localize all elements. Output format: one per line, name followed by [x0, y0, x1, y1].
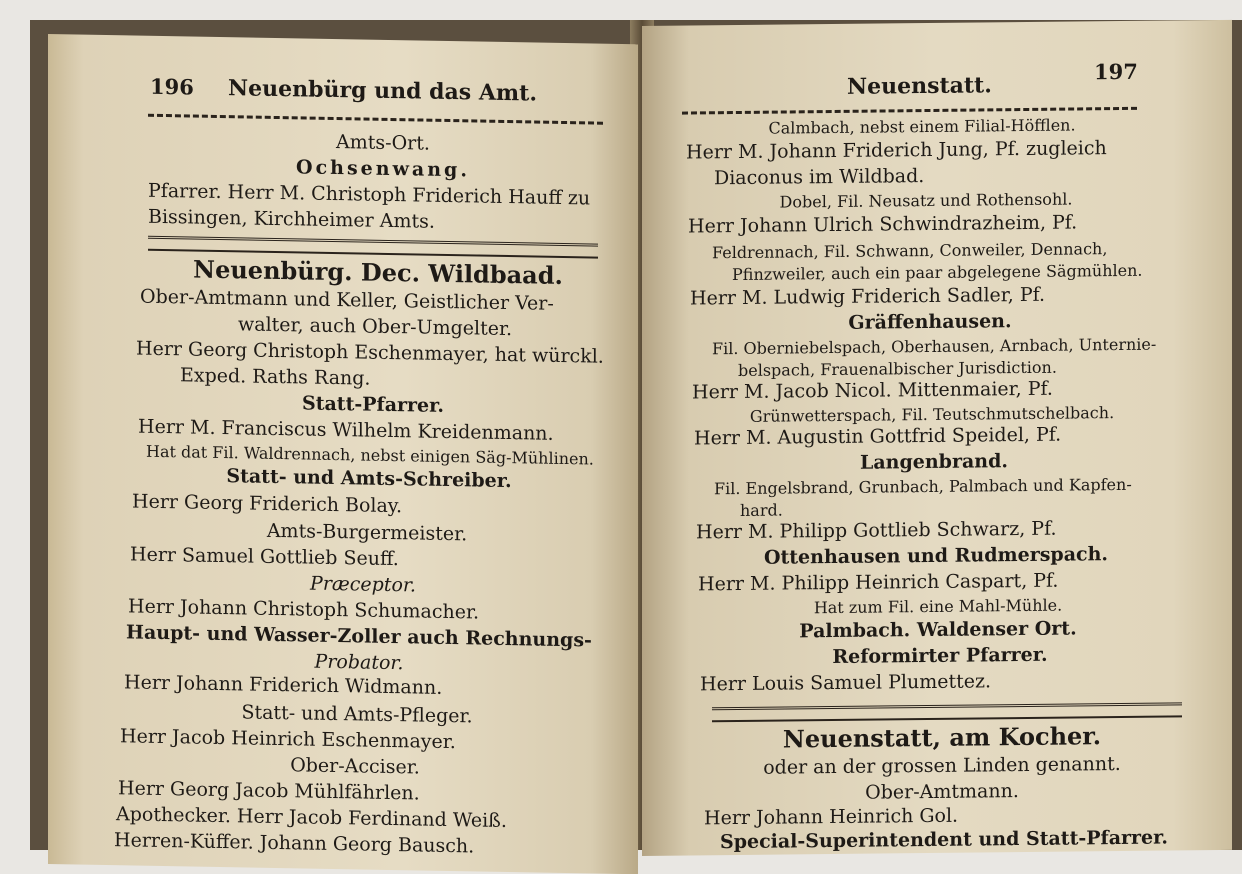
left-line: walter, auch Ober-Umgelter. — [237, 313, 512, 341]
right-line: oder an der grossen Linden genannt. — [763, 752, 1121, 779]
left-line: Haupt- und Wasser-Zoller auch Rechnungs- — [126, 621, 592, 652]
left-line: Ober-Amtmann und Keller, Geistlicher Ver- — [140, 285, 554, 315]
right-line: Hat zum Fil. eine Mahl-Mühle. — [813, 595, 1063, 618]
right-line: Ottenhausen und Rudmerspach. — [763, 543, 1109, 569]
left-line: Hat dat Fil. Waldrennach, nebst einigen Säg-Mühlinen. — [146, 441, 594, 469]
left-line: Herr Georg Christoph Eschenmayer, hat würckl. — [136, 337, 604, 368]
right-line: Calmbach, nebst einem Filial-Höfflen. — [768, 115, 1076, 138]
left-line: Herren-Küffer. Johann Georg Bausch. — [114, 829, 475, 858]
right-line: Langenbrand. — [860, 450, 1008, 474]
left-line: Amts-Burgermeister. — [266, 519, 468, 546]
right-line: Palmbach. Waldenser Ort. — [799, 617, 1077, 643]
right-line: Special-Superintendent und Statt-Pfarrer. — [719, 826, 1169, 854]
right-line: Reformirter Pfarrer. — [832, 643, 1048, 669]
left-line: Probator. — [314, 650, 404, 675]
left-line: Herr Jacob Heinrich Eschenmayer. — [120, 725, 456, 754]
left-running-header: Neuenbürg und das Amt. — [228, 75, 537, 107]
left-line: Statt- und Amts-Schreiber. — [226, 465, 512, 493]
left-line: Herr Johann Christoph Schumacher. — [128, 595, 479, 624]
right-page — [642, 20, 1232, 856]
left-line: Bissingen, Kirchheimer Amts. — [148, 205, 435, 233]
left-page — [48, 34, 638, 874]
left-line: Herr Samuel Gottlieb Seuff. — [130, 543, 399, 571]
left-line: Statt- und Amts-Pfleger. — [241, 701, 473, 728]
left-page-number: 196 — [150, 73, 194, 100]
left-line: Statt-Pfarrer. — [301, 392, 444, 417]
right-line: Herr Johann Ulrich Schwindrazheim, Pf. — [688, 211, 1078, 238]
right-line: belspach, Frauenalbischer Jurisdiction. — [738, 357, 1057, 380]
right-line: Herr M. Johann Friderich Jung, Pf. zugleich — [686, 137, 1107, 164]
right-line: Herr M. Jacob Nicol. Mittenmaier, Pf. — [692, 377, 1053, 404]
right-line: Herr M. Philipp Gottlieb Schwarz, Pf. — [696, 517, 1057, 544]
left-line: Exped. Raths Rang. — [180, 364, 371, 390]
right-line: Herr Johann Heinrich Gol. — [704, 804, 959, 830]
right-header-rule — [682, 107, 1137, 115]
right-line: Herr M. Augustin Gottfrid Speidel, Pf. — [694, 423, 1062, 450]
right-line: Feldrennach, Fil. Schwann, Conweiler, Dennach, — [712, 239, 1108, 263]
right-running-header: Neuenstatt. — [847, 72, 992, 100]
section-divider — [712, 702, 1182, 722]
right-page-number: 197 — [1094, 58, 1138, 85]
right-line: Fil. Engelsbrand, Grunbach, Palmbach und Kapfen- — [714, 474, 1132, 499]
right-line: Herr M. Philipp Heinrich Caspart, Pf. — [698, 569, 1059, 596]
left-header-rule — [148, 114, 603, 125]
right-line: Herr Louis Samuel Plumettez. — [700, 670, 992, 696]
right-line: Gräffenhausen. — [848, 310, 1012, 334]
right-line: Pfinzweiler, auch ein paar abgelegene Sägmühlen. — [732, 260, 1143, 285]
left-line: Ochsenwang. — [296, 156, 470, 182]
right-line: Herr M. Ludwig Friderich Sadler, Pf. — [690, 283, 1046, 310]
left-line: Herr Johann Friderich Widmann. — [124, 671, 443, 699]
right-line: Grünwetterspach, Fil. Teutschmutschelbach. — [749, 403, 1115, 426]
left-line: Pfarrer. Herr M. Christoph Friderich Hauff zu — [148, 179, 591, 210]
right-line: Ober-Amtmann. — [865, 780, 1019, 804]
open-book — [30, 20, 1242, 858]
left-line: Apothecker. Herr Jacob Ferdinand Weiß. — [116, 803, 507, 833]
left-line: Herr Georg Jacob Mühlfährlen. — [118, 777, 420, 805]
right-line: Dobel, Fil. Neusatz und Rothensohl. — [779, 189, 1073, 212]
left-line: Ober-Acciser. — [290, 754, 420, 779]
left-line: Præceptor. — [310, 572, 416, 597]
right-line: Neuenstatt, am Kocher. — [782, 721, 1102, 754]
left-line: Neuenbürg. Dec. Wildbaad. — [193, 254, 563, 290]
right-line: hard. — [740, 500, 783, 520]
right-line: Fil. Oberniebelspach, Oberhausen, Arnbach, Unternie- — [712, 334, 1157, 359]
left-line: Amts-Ort. — [336, 131, 430, 155]
left-line: Herr Georg Friderich Bolay. — [132, 490, 403, 518]
right-line: Diaconus im Wildbad. — [714, 165, 925, 190]
left-line: Herr M. Franciscus Wilhelm Kreidenmann. — [138, 415, 554, 445]
